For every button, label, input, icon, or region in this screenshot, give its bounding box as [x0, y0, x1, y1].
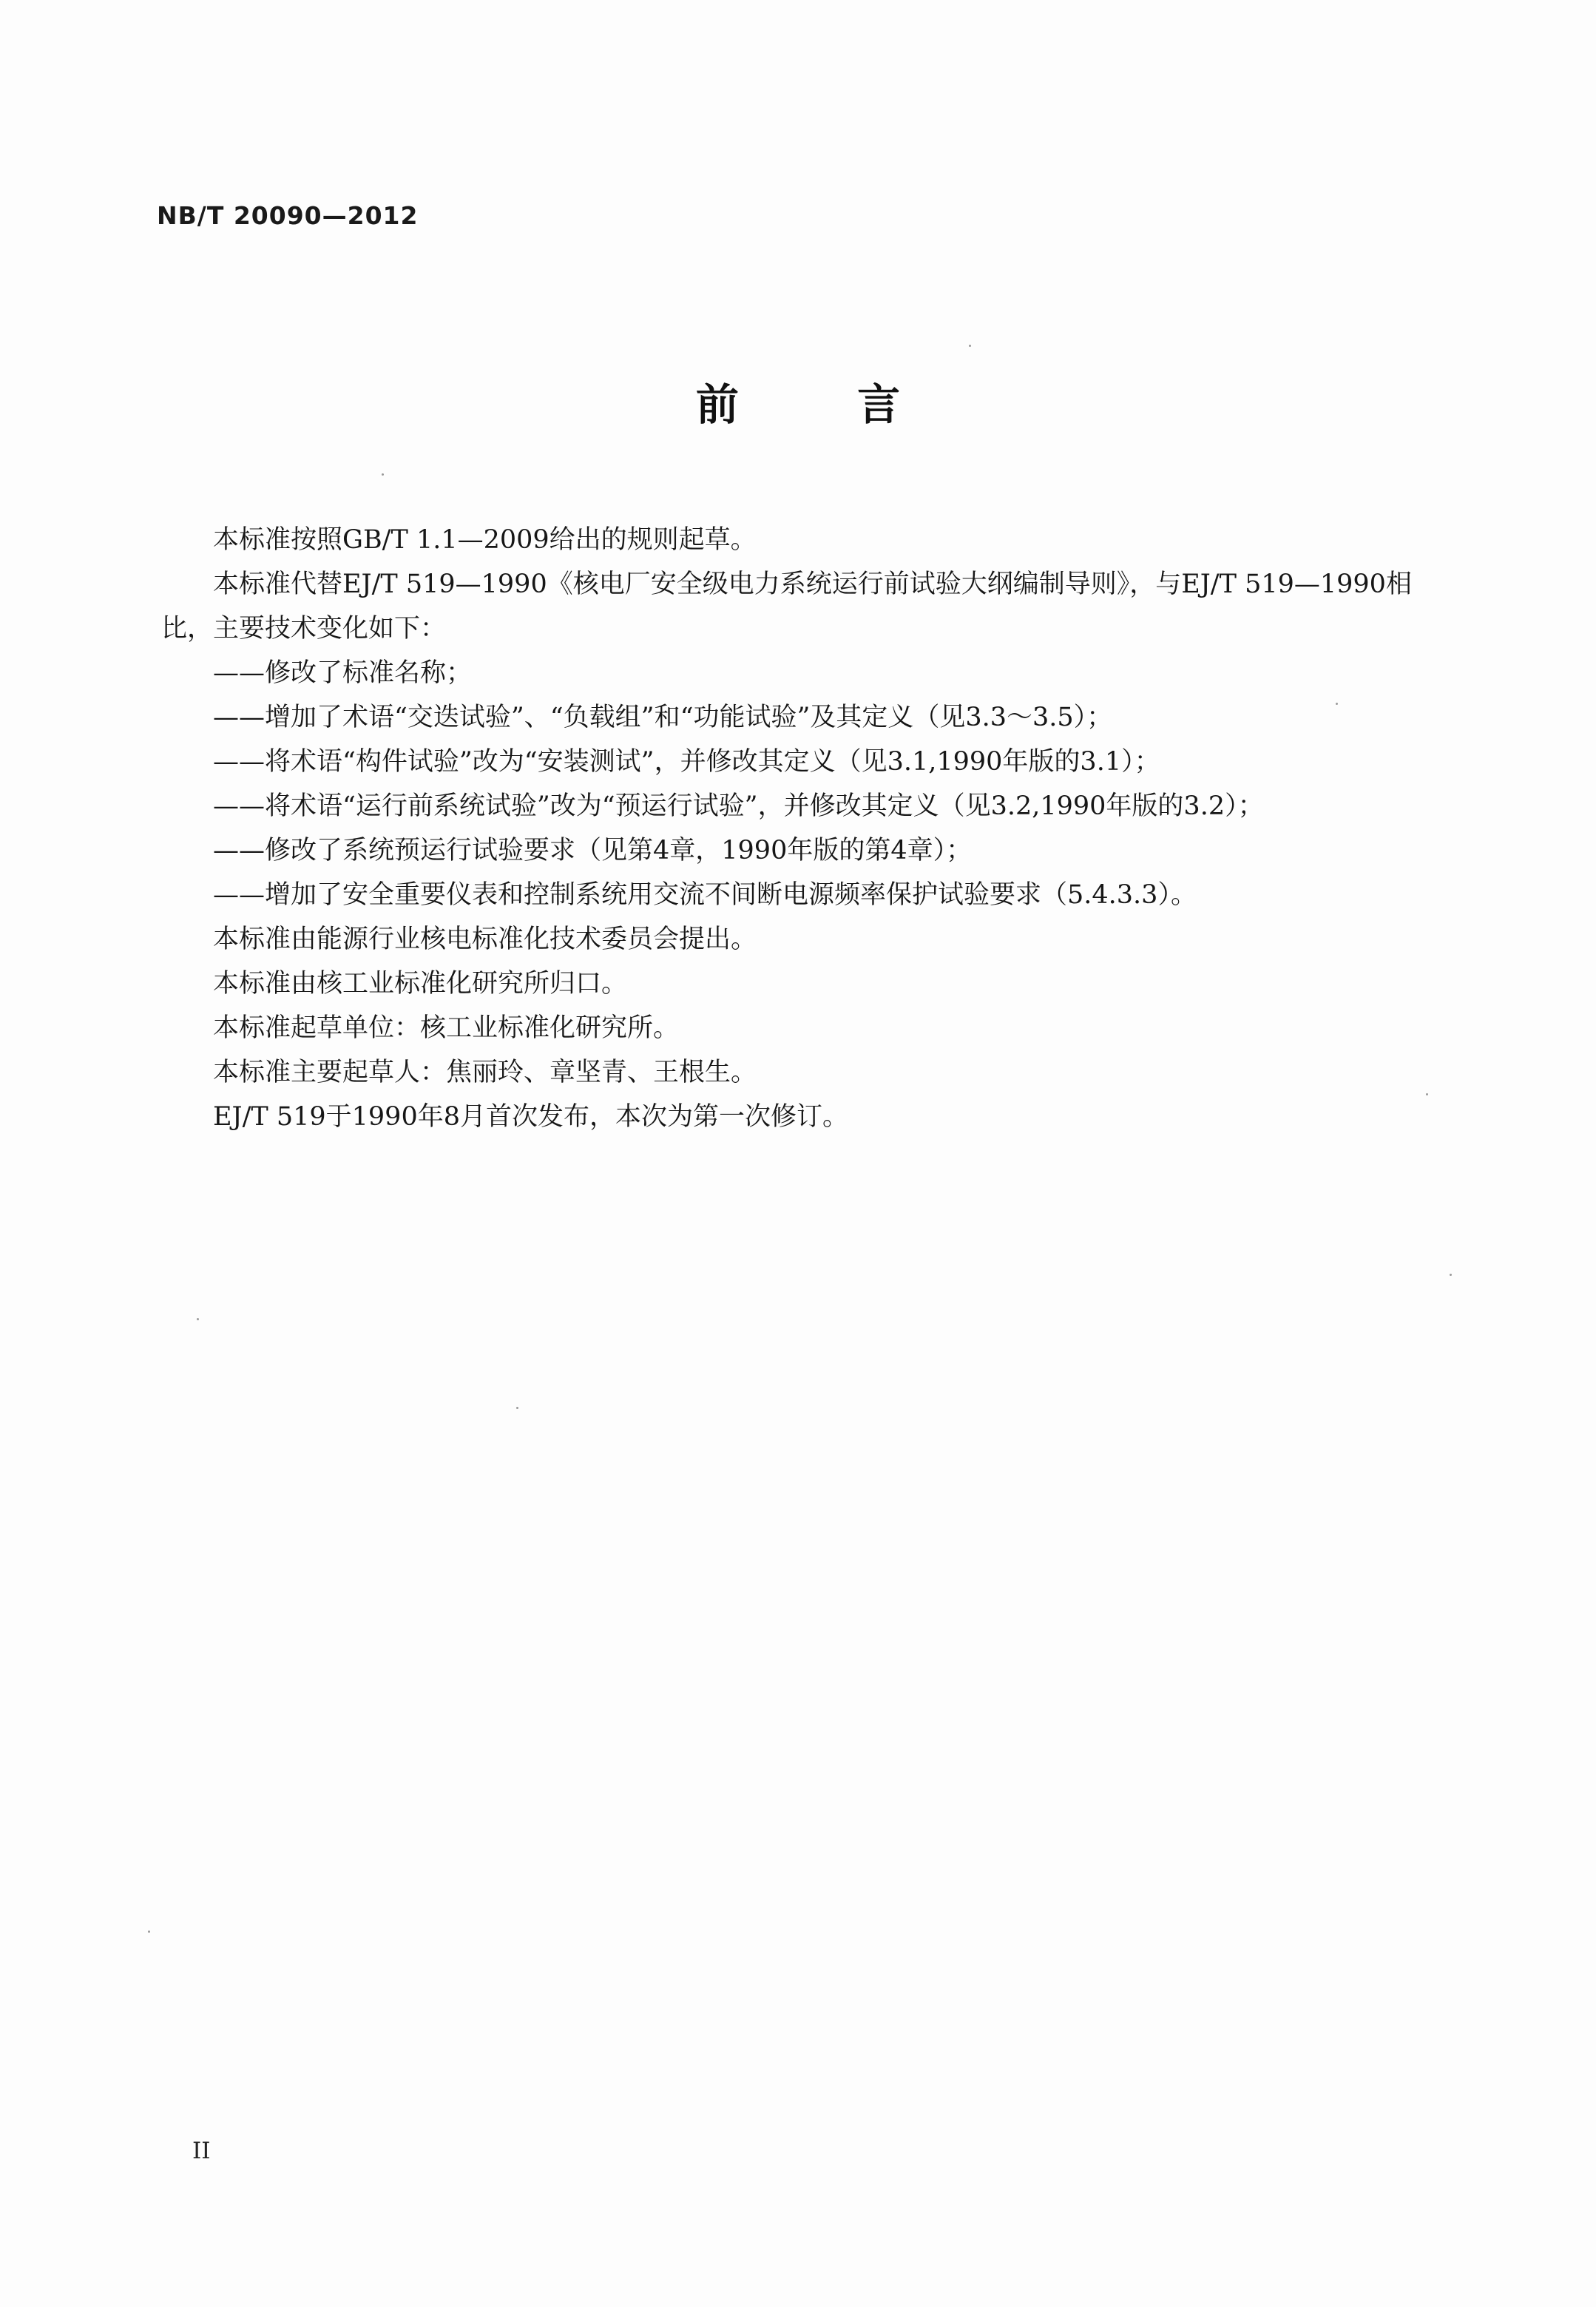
change-item: ——增加了安全重要仪表和控制系统用交流不间断电源频率保护试验要求（5.4.3.3）。 — [213, 880, 1197, 910]
change-item: ——修改了标准名称； — [213, 658, 473, 688]
change-item: ——将术语“构件试验”改为“安装测试”，并修改其定义（见3.1,1990年版的3.1）； — [213, 747, 1160, 777]
scan-speck — [1336, 703, 1338, 705]
change-item: ——增加了术语“交迭试验”、“负载组”和“功能试验”及其定义（见3.3～3.5）； — [213, 703, 1113, 732]
scan-speck — [969, 345, 971, 347]
scan-speck — [148, 1931, 150, 1933]
paragraph-drafting-unit: 本标准起草单位：核工业标准化研究所。 — [213, 1013, 680, 1043]
paragraph-drafters: 本标准主要起草人：焦丽玲、章坚青、王根生。 — [213, 1058, 757, 1087]
paragraph-managed-by: 本标准由核工业标准化研究所归口。 — [213, 969, 628, 999]
scan-speck — [1426, 1093, 1428, 1095]
scan-speck — [382, 473, 384, 476]
scan-speck — [197, 1318, 199, 1320]
standard-code: NB/T 20090—2012 — [157, 201, 419, 230]
change-item: ——修改了系统预运行试验要求（见第4章，1990年版的第4章）； — [213, 836, 973, 865]
change-item: ——将术语“运行前系统试验”改为“预运行试验”，并修改其定义（见3.2,1990年版的3.2）； — [213, 791, 1264, 821]
page-number: II — [192, 2138, 211, 2164]
paragraph-replacement: 本标准代替EJ/T 519—1990《核电厂安全级电力系统运行前试验大纲编制导则》，与EJ/T 519—1990相比，主要技术变化如下： — [161, 570, 1412, 644]
scan-speck — [516, 1407, 518, 1409]
page-title: 前 言 — [695, 379, 953, 430]
paragraph-history: EJ/T 519于1990年8月首次发布，本次为第一次修订。 — [213, 1102, 848, 1132]
foreword-body — [161, 518, 1448, 1139]
paragraph-proposed-by: 本标准由能源行业核电标准化技术委员会提出。 — [213, 925, 757, 954]
scan-speck — [1450, 1274, 1452, 1276]
paragraph-drafting-rules: 本标准按照GB/T 1.1—2009给出的规则起草。 — [213, 525, 757, 555]
